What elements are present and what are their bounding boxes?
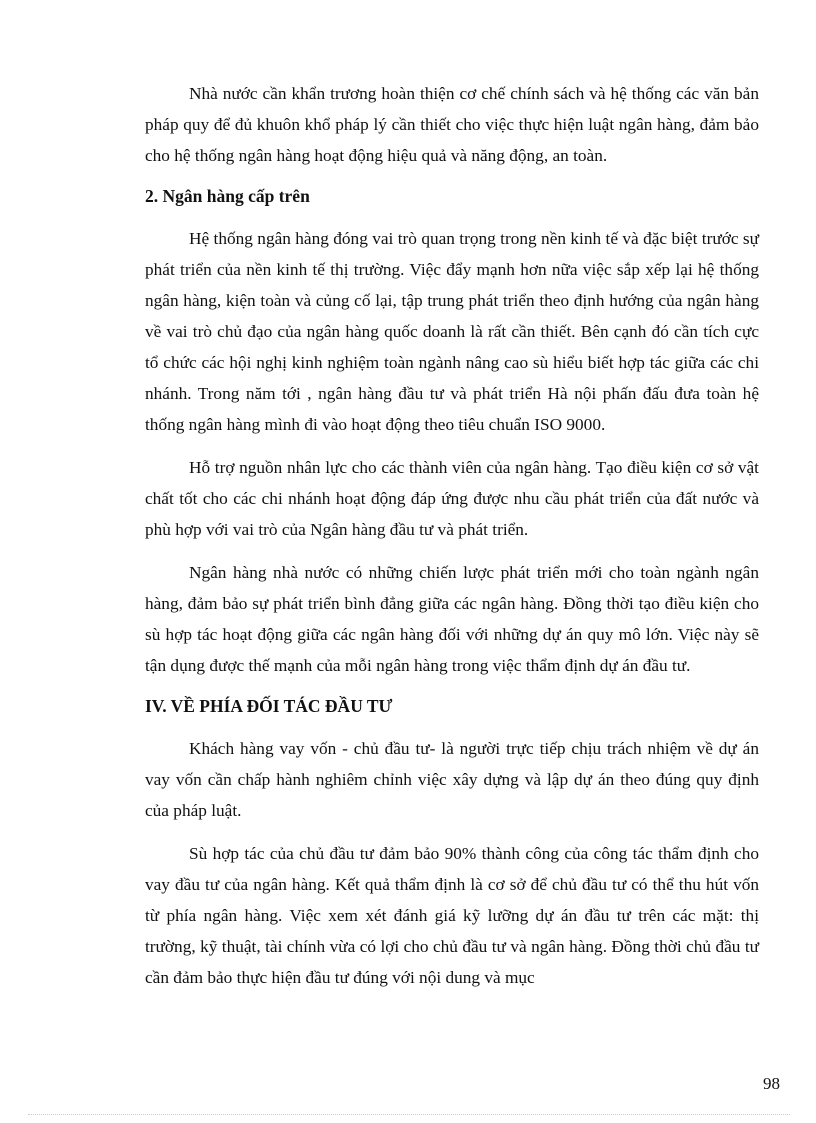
section-heading-iv: IV. VỀ PHÍA ĐỐI TÁC ĐẦU TƯ [145,696,393,716]
paragraph: Hệ thống ngân hàng đóng vai trò quan trọng trong nền kinh tế và đặc biệt trước sự phát triển của nền kinh tế thị trường. Việc đẩy mạnh hơn nữa việc sắp xếp lại hệ thống ngân hàng, kiện toàn và củng cố lại, tập trung phát triển theo định hướng của ngân hàng về vai trò chủ đạo của ngân hàng quốc doanh là rất cần thiết. Bên cạnh đó cần tích cực tổ chức các hội nghị kinh nghiệm toàn ngành nâng cao sù hiểu biết hợp tác giữa các chi nhánh. Trong năm tới , ngân hàng đầu tư và phát triển Hà nội phấn đấu đưa toàn hệ thống ngân hàng mình đi vào hoạt động theo tiêu chuẩn ISO 9000. [145,229,759,434]
paragraph: Ngân hàng nhà nước có những chiến lược phát triển mới cho toàn ngành ngân hàng, đảm bảo sự phát triển bình đẳng giữa các ngân hàng. Đồng thời tạo điều kiện cho sù hợp tác hoạt động giữa các ngân hàng đối với những dự án quy mô lớn. Việc này sẽ tận dụng được thế mạnh của mỗi ngân hàng trong việc thẩm định dự án đầu tư. [145,563,759,675]
section-heading-2: 2. Ngân hàng cấp trên [145,186,310,206]
paragraph: Nhà nước cần khẩn trương hoàn thiện cơ chế chính sách và hệ thống các văn bản pháp quy để đủ khuôn khổ pháp lý cần thiết cho việc thực hiện luật ngân hàng, đảm bảo cho hệ thống ngân hàng hoạt động hiệu quả và năng động, an toàn. [145,84,759,165]
paragraph: Khách hàng vay vốn - chủ đầu tư- là người trực tiếp chịu trách nhiệm về dự án vay vốn cần chấp hành nghiêm chỉnh việc xây dựng và lập dự án theo đúng quy định của pháp luật. [145,739,759,820]
page-content [145,78,759,1005]
paragraph: Sù hợp tác của chủ đầu tư đảm bảo 90% thành công của công tác thẩm định cho vay đầu tư của ngân hàng. Kết quả thẩm định là cơ sở để chủ đầu tư có thể thu hút vốn từ phía ngân hàng. Việc xem xét đánh giá kỹ lưỡng dự án đầu tư trên các mặt: thị trường, kỹ thuật, tài chính vừa có lợi cho chủ đầu tư và ngân hàng. Đồng thời chủ đầu tư cần đảm bảo thực hiện đầu tư đúng với nội dung và mục [145,844,759,987]
page-number: 98 [763,1074,780,1093]
paragraph: Hỗ trợ nguồn nhân lực cho các thành viên của ngân hàng. Tạo điều kiện cơ sở vật chất tốt cho các chi nhánh hoạt động đáp ứng được nhu cầu phát triển của đất nước và phù hợp với vai trò của Ngân hàng đầu tư và phát triển. [145,458,759,539]
page-bottom-divider [28,1114,790,1115]
